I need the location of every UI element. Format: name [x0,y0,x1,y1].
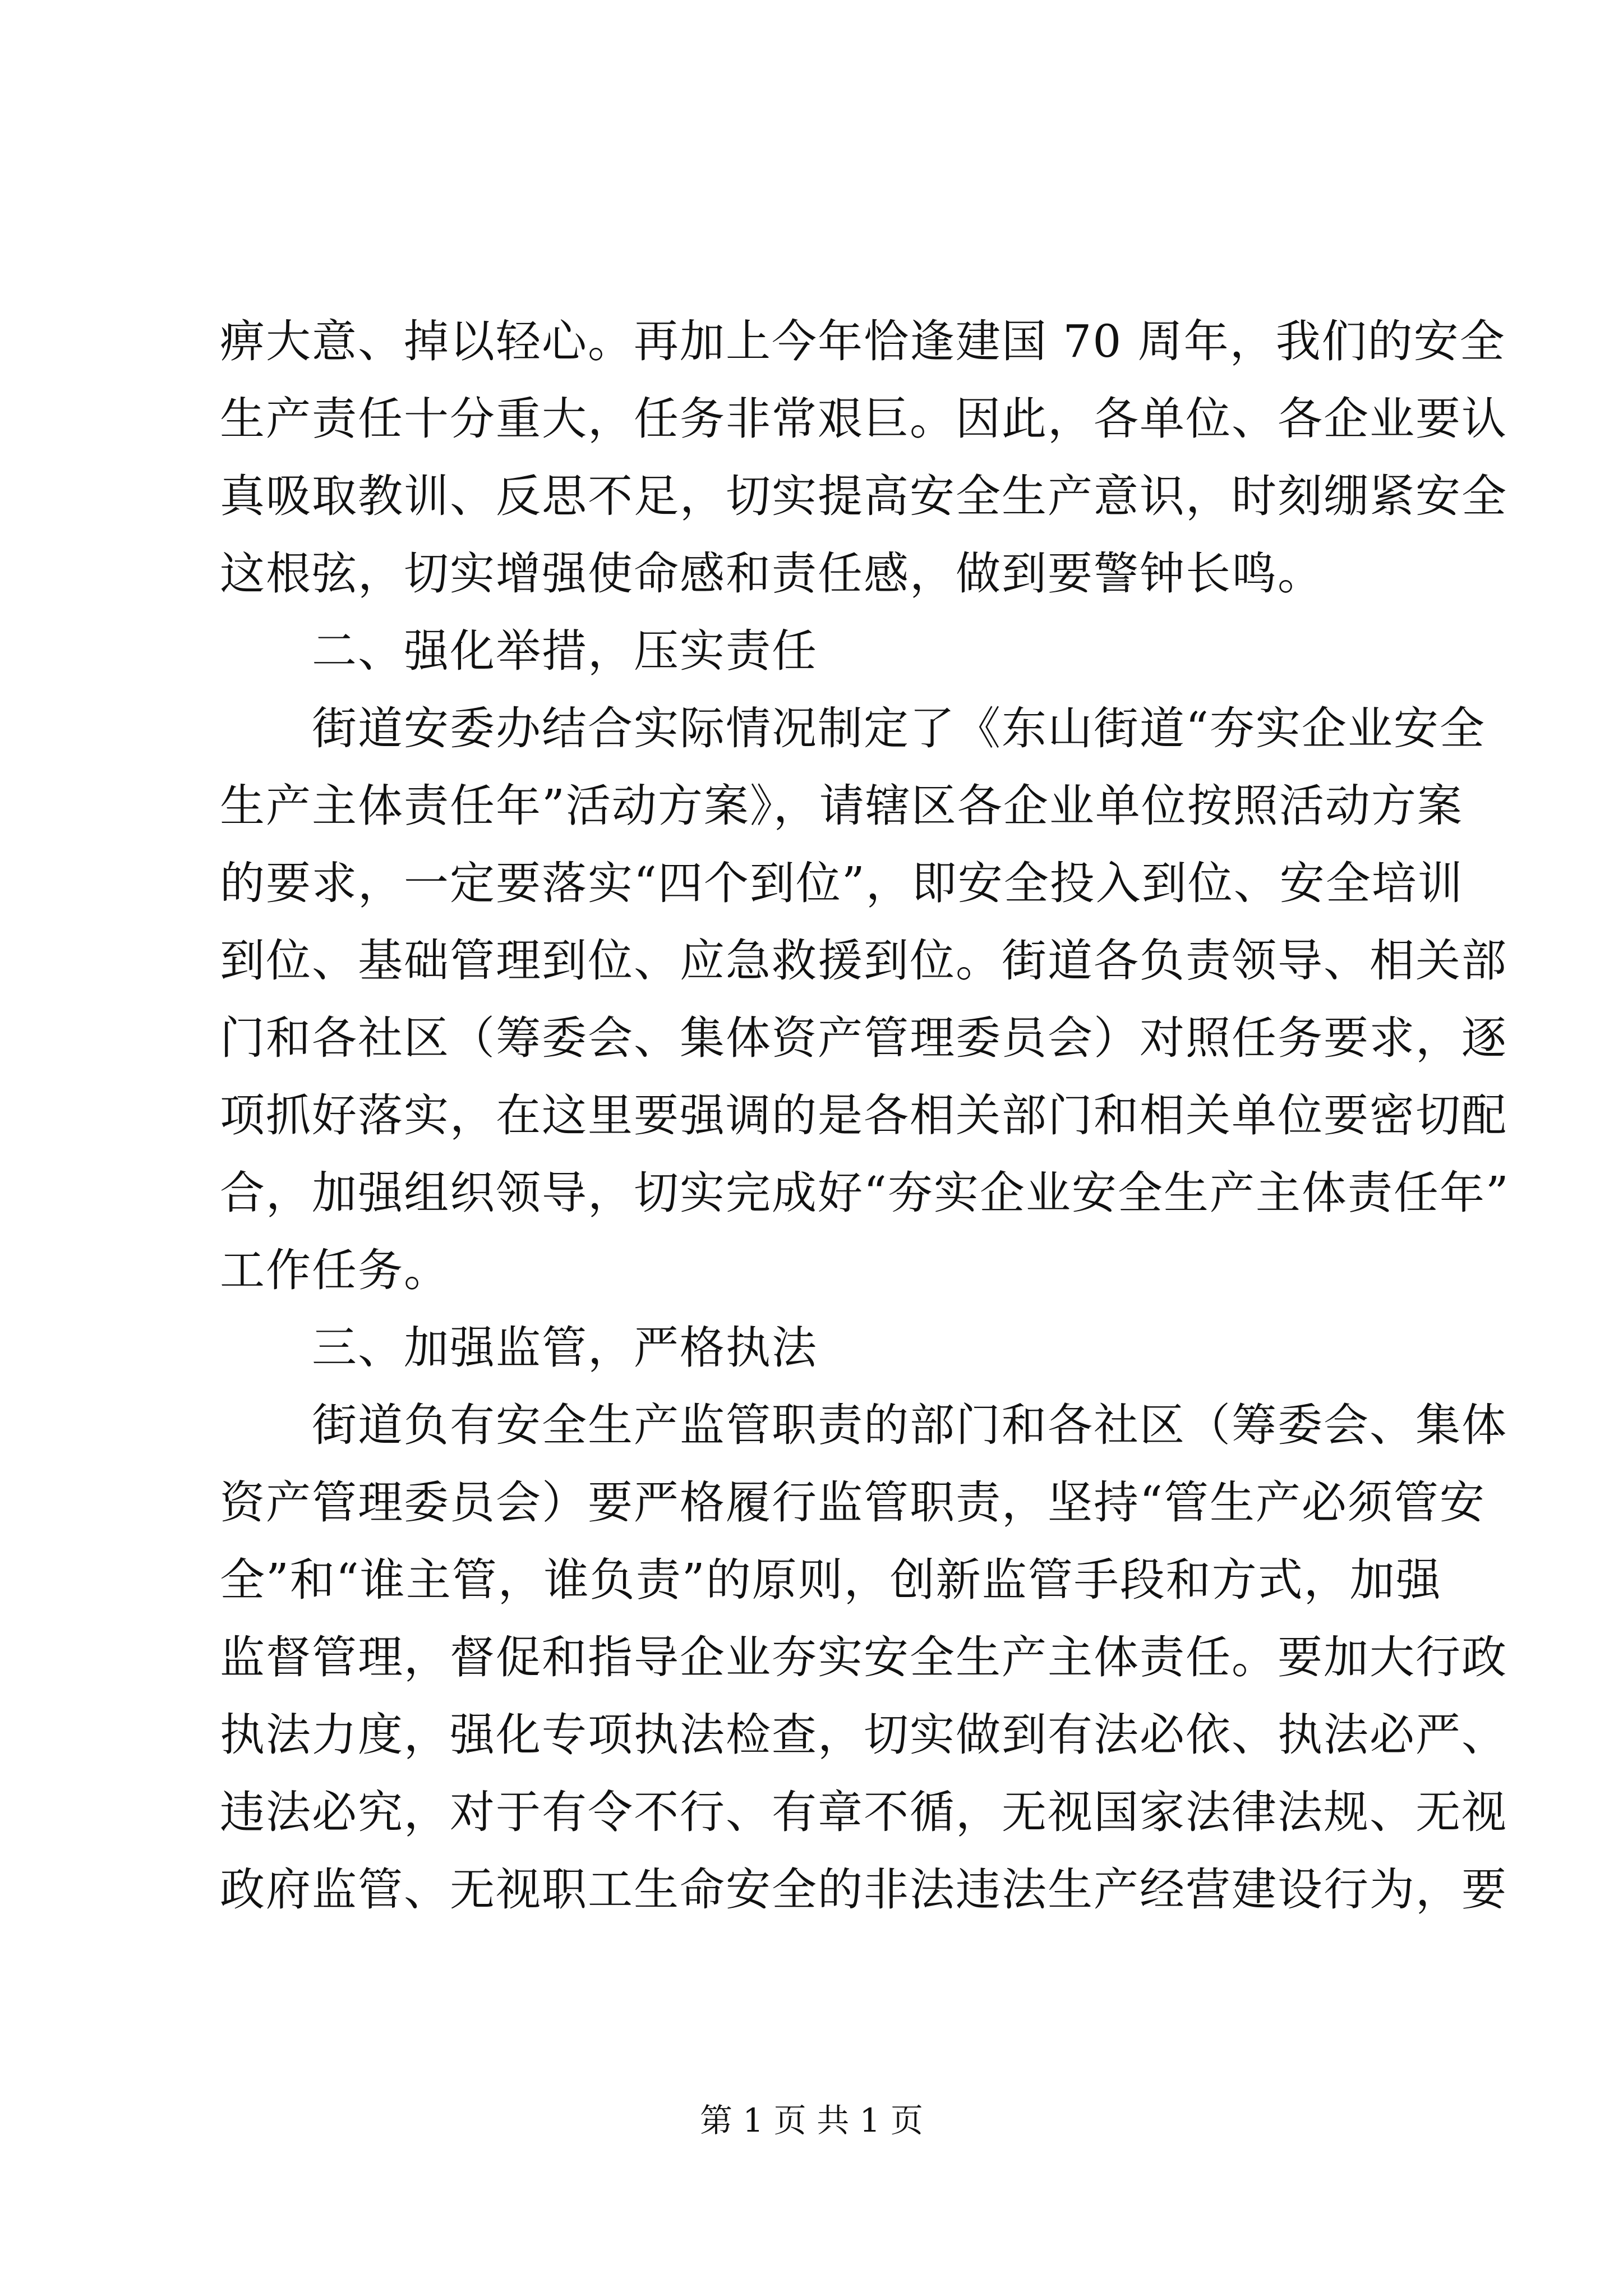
text-line: 监督管理，督促和指导企业夯实安全生产主体责任。要加大行政 [220,1631,1507,1683]
text-line: 全”和“谁主管，谁负责”的原则，创新监管手段和方式，加强 [220,1554,1442,1606]
text-line: 政府监管、无视职工生命安全的非法违法生产经营建设行为，要 [220,1864,1507,1916]
text-line: 门和各社区（筹委会、集体资产管理委员会）对照任务要求，逐 [220,1012,1507,1064]
text-line: 违法必究，对于有令不行、有章不循，无视国家法律法规、无视 [220,1786,1507,1838]
text-line: 到位、基础管理到位、应急救援到位。街道各负责领导、相关部 [220,935,1507,987]
text-line: 合，加强组织领导，切实完成好“夯实企业安全生产主体责任年” [220,1167,1510,1219]
text-line: 这根弦，切实增强使命感和责任感，做到要警钟长鸣。 [220,547,1324,600]
text-line: 街道安委办结合实际情况制定了《东山街道“夯实企业安全 [220,702,1486,754]
text-line: 真吸取教训、反思不足，切实提高安全生产意识，时刻绷紧安全 [220,470,1507,522]
page-footer: 第 1 页 共 1 页 [700,2101,923,2139]
text-line: 生产责任十分重大，任务非常艰巨。因此，各单位、各企业要认 [220,393,1507,445]
text-line: 资产管理委员会）要严格履行监管职责，坚持“管生产必须管安 [220,1476,1486,1529]
section-heading: 二、强化举措，压实责任 [220,625,818,677]
text-line: 工作任务。 [220,1244,450,1296]
text-line: 的要求，一定要落实“四个到位”，即安全投入到位、安全培训 [220,857,1464,909]
text-line: 街道负有安全生产监管职责的部门和各社区（筹委会、集体 [220,1399,1507,1451]
text-line: 生产主体责任年”活动方案》，请辖区各企业单位按照活动方案 [220,780,1463,832]
text-line: 痹大意、掉以轻心。再加上今年恰逢建国 70 周年，我们的安全 [220,315,1506,367]
document-body [220,303,1510,1929]
text-line: 执法力度，强化专项执法检查，切实做到有法必依、执法必严、 [220,1709,1507,1761]
section-heading: 三、加强监管，严格执法 [220,1322,818,1374]
text-line: 项抓好落实，在这里要强调的是各相关部门和相关单位要密切配 [220,1089,1507,1142]
